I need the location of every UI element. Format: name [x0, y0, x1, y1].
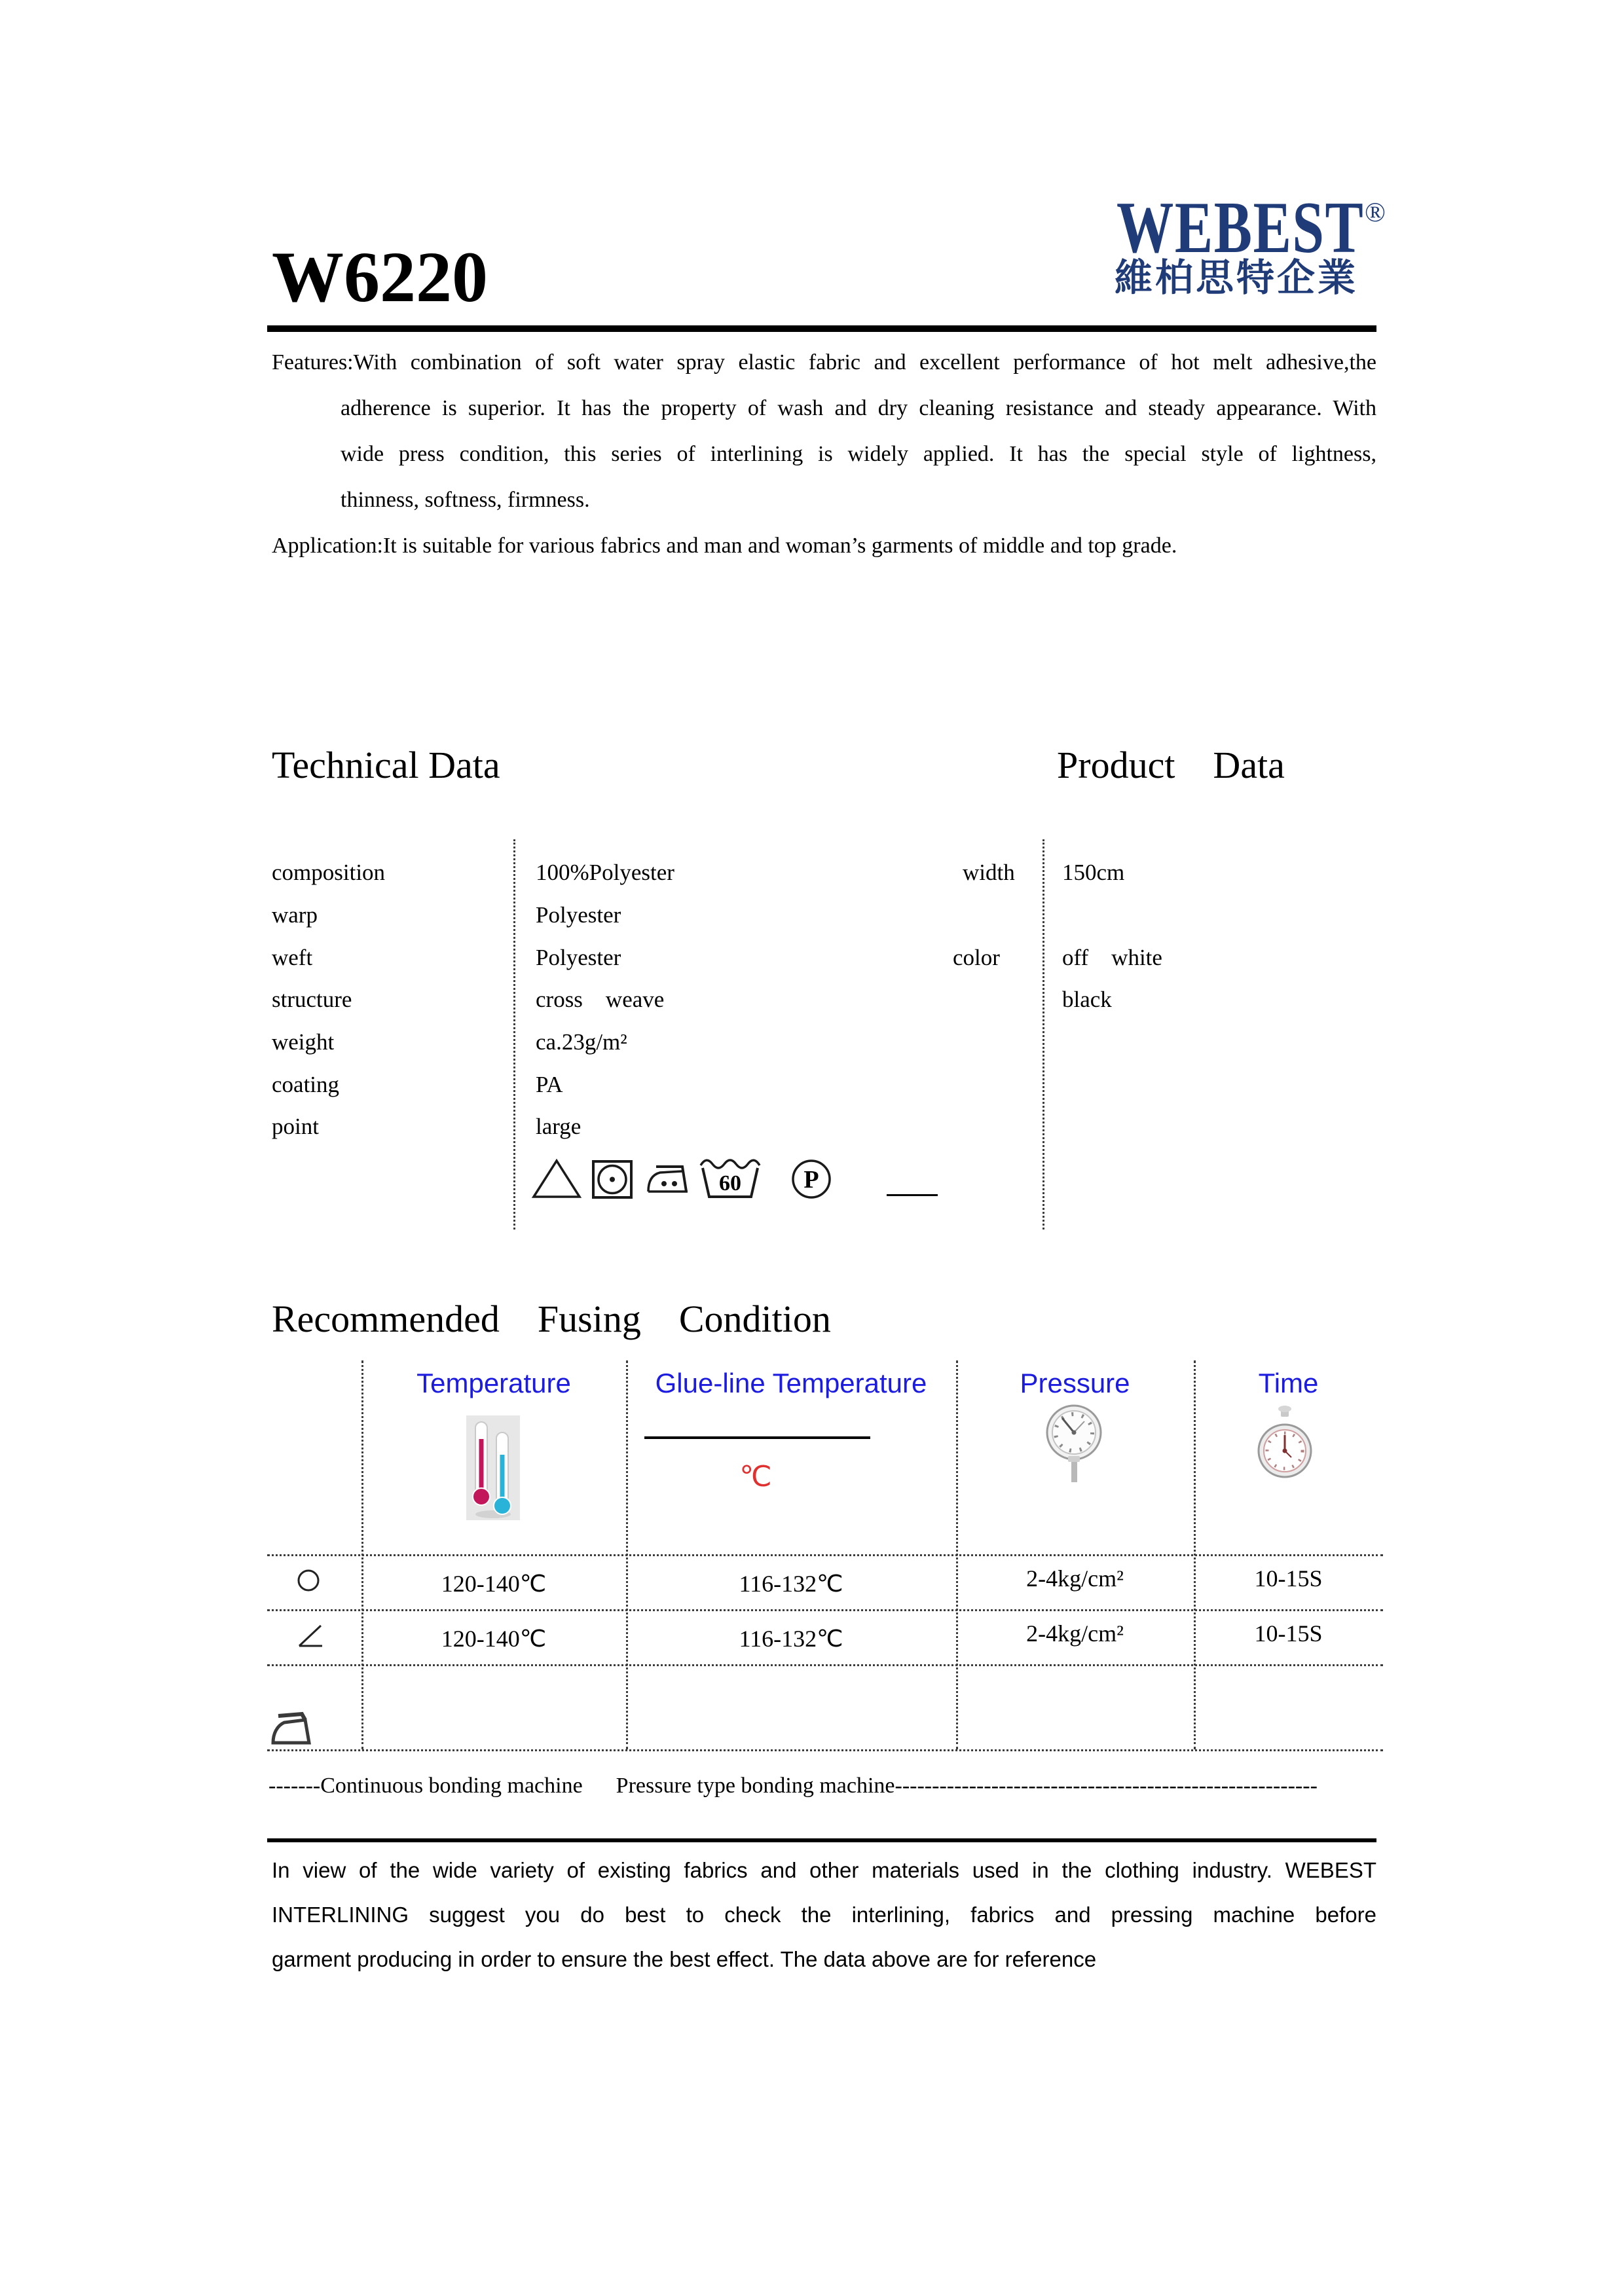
product-value-color-1: off white	[1062, 945, 1162, 970]
application-line: Application:It is suitable for various fabrics and man and woman’s garments of middle and top grade.	[272, 534, 1177, 558]
tech-value-structure: cross weave	[536, 987, 665, 1012]
tech-label-structure: structure	[272, 987, 352, 1012]
bleach-triangle-icon	[530, 1157, 583, 1201]
tech-value-composition: 100%Polyester	[536, 860, 674, 885]
tech-label-warp: warp	[272, 902, 318, 928]
features-line-3: wide press condition, this series of interlining is widely applied. It has the special style of lightness,	[341, 442, 1376, 466]
row2-glue-line: 116-132℃	[739, 1626, 843, 1652]
footer-rule	[267, 1838, 1376, 1842]
tech-value-point: large	[536, 1114, 581, 1139]
footer-line-2: INTERLINING suggest you do best to check the interlining, fabrics and pressing machine before	[272, 1903, 1376, 1927]
hand-iron-icon	[270, 1709, 313, 1748]
product-label-width: width	[963, 860, 1015, 885]
pressure-gauge-icon	[1046, 1401, 1102, 1490]
tech-label-composition: composition	[272, 860, 386, 885]
registered-trademark-icon: ®	[1365, 198, 1386, 228]
row1-temperature: 120-140℃	[441, 1571, 547, 1597]
technical-data-title: Technical Data	[272, 744, 500, 786]
tech-label-coating: coating	[272, 1072, 340, 1097]
brand-chinese-name: 維柏思特企業	[1115, 257, 1359, 299]
tech-value-weft: Polyester	[536, 945, 621, 970]
row1-time: 10-15S	[1254, 1565, 1323, 1592]
product-data-title: Product Data	[1057, 744, 1285, 786]
dry-clean-P-icon	[790, 1157, 833, 1201]
fusing-row-line-2	[267, 1609, 1383, 1611]
fusing-row-line-1	[267, 1554, 1383, 1556]
tech-value-warp: Polyester	[536, 902, 621, 928]
header-rule	[267, 325, 1376, 332]
glue-line-celsius-unit: ℃	[739, 1461, 772, 1493]
fusing-row-line-3	[267, 1664, 1383, 1666]
tech-label-point: point	[272, 1114, 319, 1139]
footer-line-3: garment producing in order to ensure the best effect. The data above are for reference	[272, 1947, 1097, 1971]
bonding-machine-caption: -------Continuous bonding machine Pressure type bonding machine---------------------------------------------------------	[268, 1774, 1318, 1798]
col-header-glue-line-temperature: Glue-line Temperature	[655, 1368, 927, 1398]
product-value-color-2: black	[1062, 987, 1112, 1012]
tech-label-weft: weft	[272, 945, 313, 970]
col-header-time: Time	[1258, 1368, 1319, 1398]
fusing-row-line-4	[267, 1749, 1383, 1751]
technical-table-divider	[513, 839, 515, 1230]
row2-pressure: 2-4kg/cm²	[1026, 1620, 1124, 1647]
col-header-pressure: Pressure	[1020, 1368, 1130, 1398]
iron-two-dots-icon	[644, 1157, 692, 1201]
features-line-2: adherence is superior. It has the property of wash and dry cleaning resistance and steady appearance. With	[341, 396, 1376, 420]
wash-60-icon	[698, 1155, 764, 1202]
brand-wordmark: WEBEST	[1116, 187, 1365, 268]
product-label-color: color	[953, 945, 1000, 970]
fusing-condition-title: Recommended Fusing Condition	[272, 1298, 831, 1340]
row2-temperature: 120-140℃	[441, 1626, 547, 1652]
tech-value-coating: PA	[536, 1072, 563, 1097]
features-line-4: thinness, softness, firmness.	[341, 488, 590, 512]
glue-line-blank-line	[644, 1436, 870, 1439]
pressure-machine-angle-icon	[295, 1622, 326, 1651]
stopwatch-icon	[1257, 1405, 1312, 1489]
product-table-divider	[1043, 839, 1044, 1230]
tech-label-weight: weight	[272, 1029, 335, 1055]
product-code: W6220	[272, 237, 488, 317]
features-line-1: Features:With combination of soft water spray elastic fabric and excellent performance of hot melt adhesive,the	[272, 350, 1376, 374]
tumble-dry-icon	[591, 1157, 633, 1201]
thermometer-icon	[466, 1415, 520, 1520]
row1-pressure: 2-4kg/cm²	[1026, 1565, 1124, 1592]
tech-value-weight: ca.23g/m²	[536, 1029, 627, 1055]
dry-clean-letter: P	[803, 1166, 819, 1194]
row1-glue-line: 116-132℃	[739, 1571, 843, 1597]
wash-temp-label: 60	[719, 1171, 741, 1195]
col-header-temperature: Temperature	[416, 1368, 571, 1398]
continuous-machine-circle-icon	[295, 1567, 323, 1596]
footer-line-1: In view of the wide variety of existing fabrics and other materials used in the clothing industry. WEBEST	[272, 1858, 1376, 1882]
row2-time: 10-15S	[1254, 1620, 1323, 1647]
product-value-width: 150cm	[1062, 860, 1125, 885]
short-line-icon	[887, 1194, 938, 1196]
